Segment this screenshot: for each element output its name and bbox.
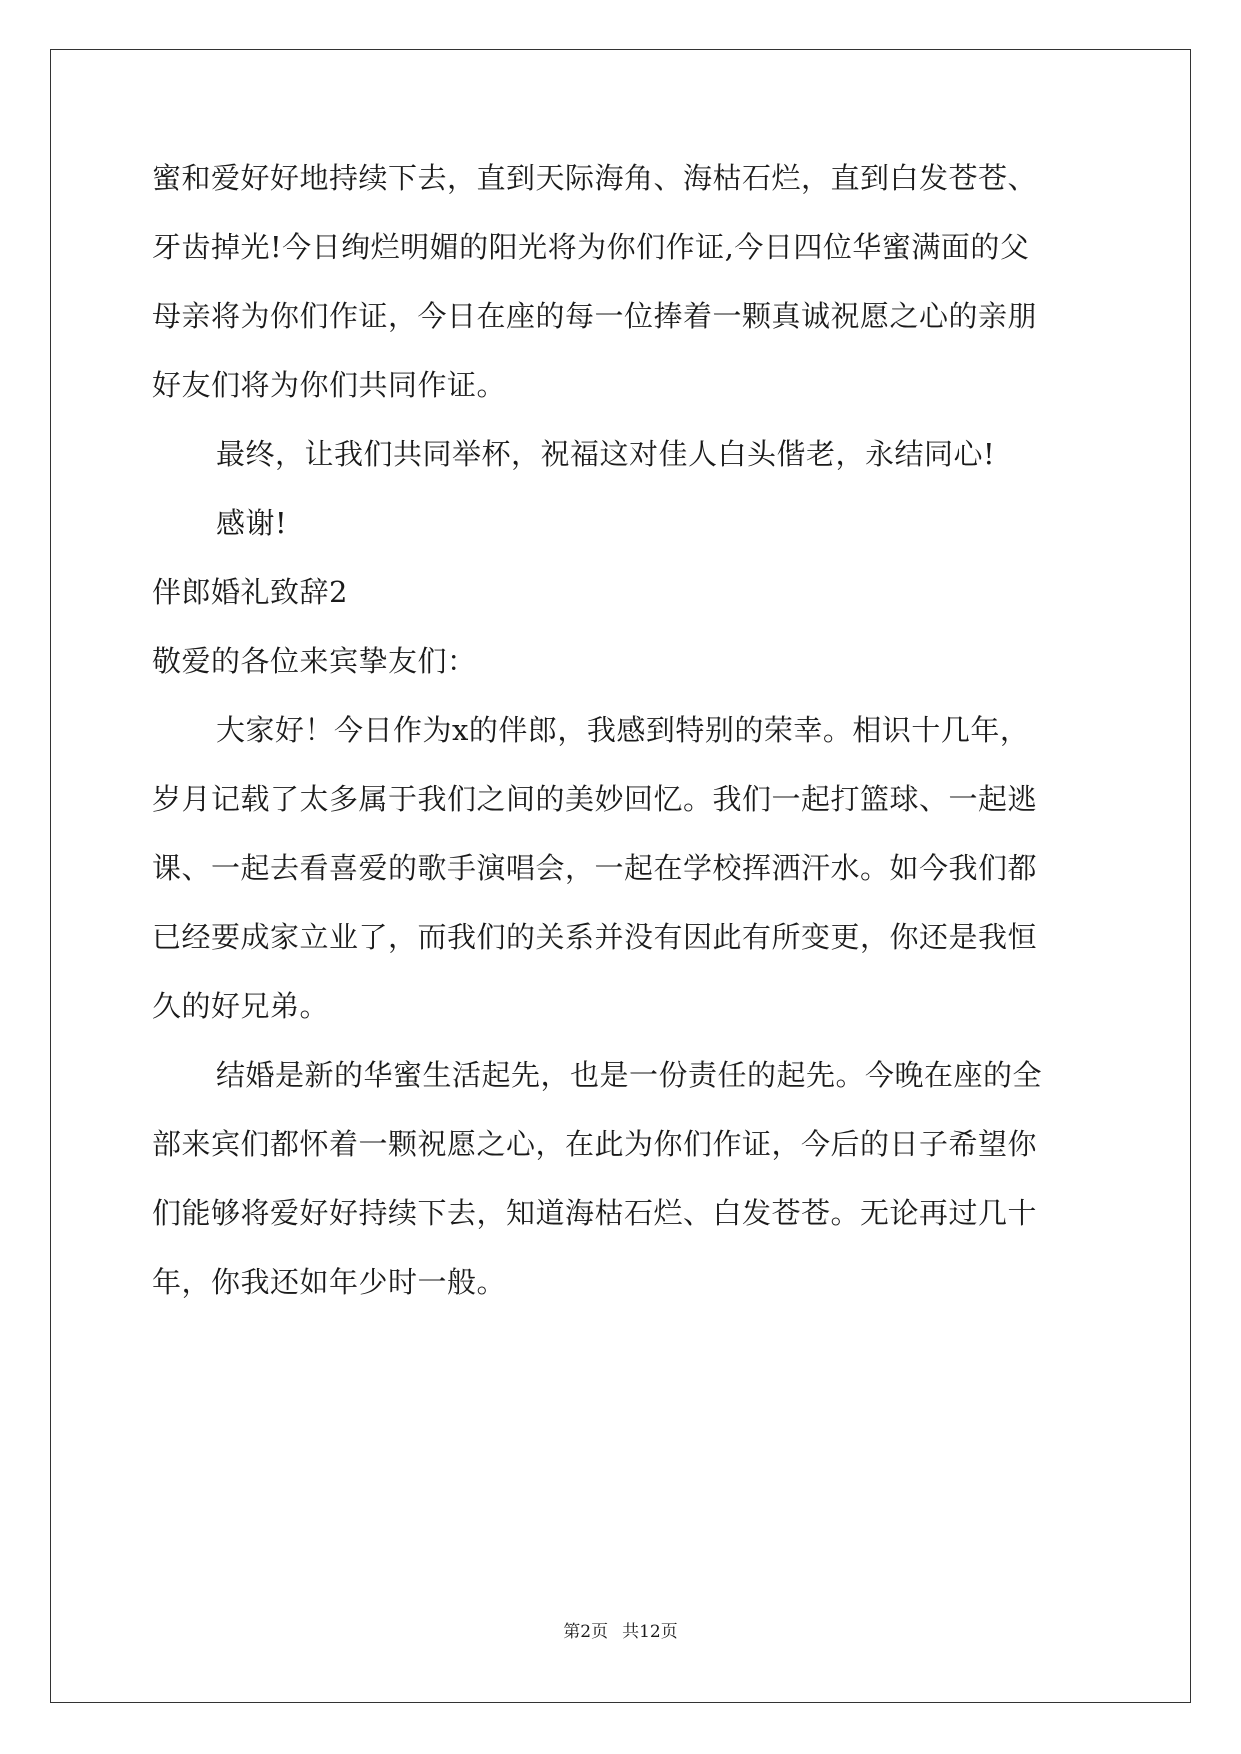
body-line: 母亲将为你们作证，今日在座的每一位捧着一颗真诚祝愿之心的亲朋 [152, 299, 1038, 333]
salutation-line: 敬爱的各位来宾挚友们： [152, 644, 477, 678]
body-line: 久的好兄弟。 [152, 989, 330, 1023]
page-total: 共12页 [622, 1622, 678, 1642]
body-line: 已经要成家立业了，而我们的关系并没有因此有所变更，你还是我恒 [152, 920, 1038, 954]
body-line: 岁月记载了太多属于我们之间的美妙回忆。我们一起打篮球、一起逃 [152, 782, 1038, 816]
body-line: 们能够将爱好好持续下去，知道海枯石烂、白发苍苍。无论再过几十 [152, 1196, 1038, 1230]
body-line: 牙齿掉光!今日绚烂明媚的阳光将为你们作证,今日四位华蜜满面的父 [152, 230, 1030, 264]
body-line: 部来宾们都怀着一颗祝愿之心，在此为你们作证，今后的日子希望你 [152, 1127, 1038, 1161]
body-line: 课、一起去看喜爱的歌手演唱会，一起在学校挥洒汗水。如今我们都 [152, 851, 1038, 885]
body-line: 好友们将为你们共同作证。 [152, 368, 507, 402]
page-footer [0, 1620, 1241, 1644]
section-heading: 伴郎婚礼致辞2 [152, 575, 348, 609]
page-number: 第2页 [563, 1622, 609, 1642]
body-line: 年，你我还如年少时一般。 [152, 1265, 507, 1299]
body-line: 大家好！今日作为x的伴郎，我感到特别的荣幸。相识十几年， [216, 713, 1030, 747]
body-line: 最终，让我们共同举杯，祝福这对佳人白头偕老，永结同心! [216, 437, 996, 471]
body-line: 蜜和爱好好地持续下去，直到天际海角、海枯石烂，直到白发苍苍、 [152, 161, 1038, 195]
body-line: 结婚是新的华蜜生活起先，也是一份责任的起先。今晚在座的全 [216, 1058, 1043, 1092]
body-line: 感谢! [216, 506, 288, 540]
